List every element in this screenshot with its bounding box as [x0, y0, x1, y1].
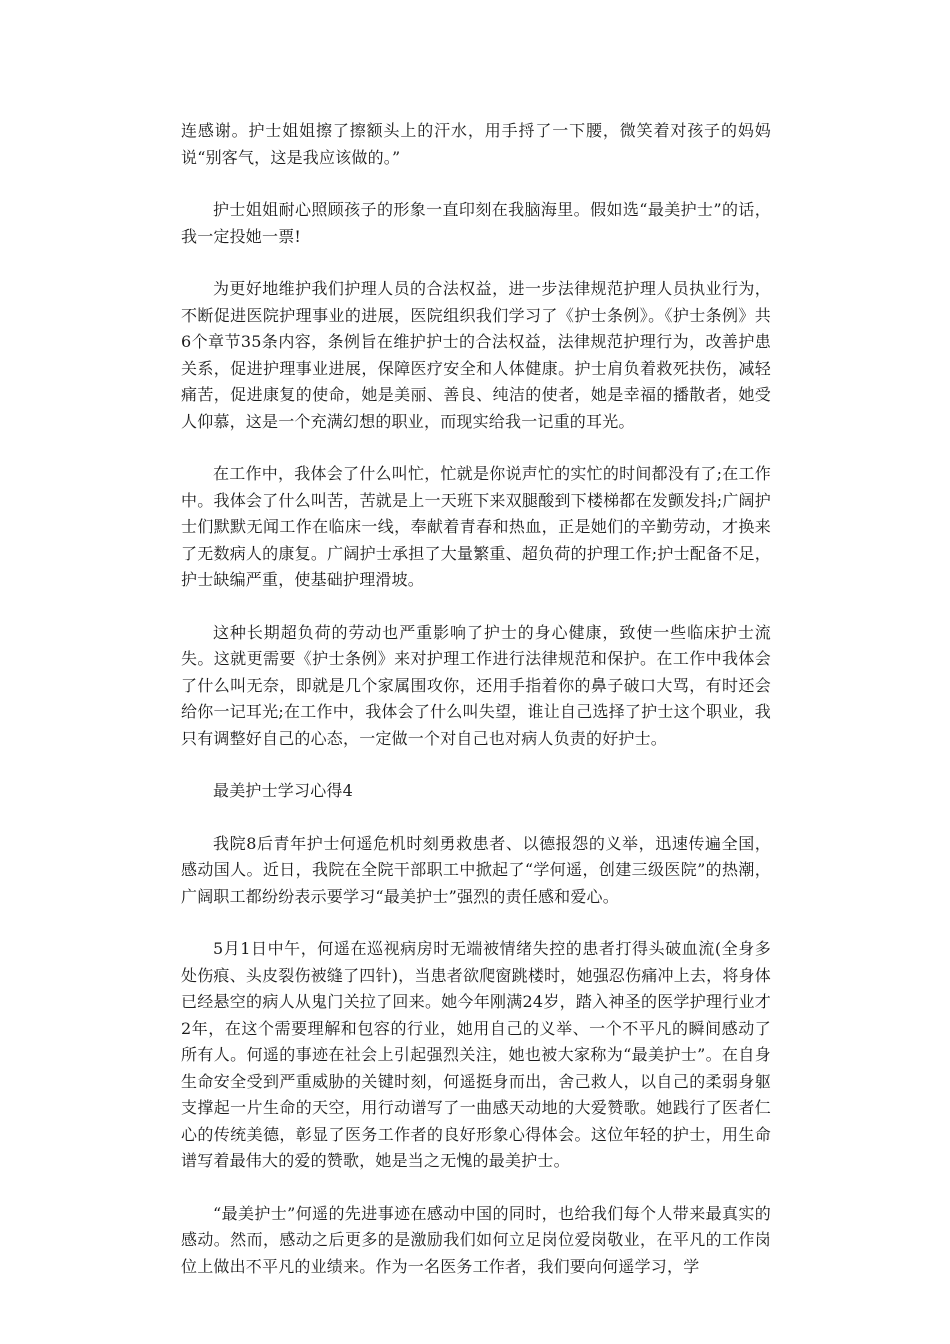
paragraph-2: 护士姐姐耐心照顾孩子的形象一直印刻在我脑海里。假如选“最美护士”的话，我一定投她一票! — [181, 200, 771, 246]
document-body — [181, 118, 771, 1306]
paragraph-1: 连感谢。护士姐姐擦了擦额头上的汗水，用手捋了一下腰，微笑着对孩子的妈妈说“别客气，这是我应该做的。” — [181, 121, 771, 167]
paragraph-5: 这种长期超负荷的劳动也严重影响了护士的身心健康，致使一些临床护士流失。这就更需要《护士条例》来对护理工作进行法律规范和保护。在工作中我体会了什么叫无奈，即就是几个家属围攻你，还用手指着你的鼻子破口大骂，有时还会给你一记耳光;在工作中，我体会了什么叫失望，谁让自己选择了护士这个职业，我只有调整好自己的心态，一定做一个对自己也对病人负责的好护士。 — [181, 622, 771, 748]
paragraph-4: 在工作中，我体会了什么叫忙，忙就是你说声忙的实忙的时间都没有了;在工作中。我体会了什么叫苦，苦就是上一天班下来双腿酸到下楼梯都在发颤发抖;广阔护士们默默无闻工作在临床一线，奉献着青春和热血，正是她们的辛勤劳动，才换来了无数病人的康复。广阔护士承担了大量繁重、超负荷的护理工作;护士配备不足，护士缺编严重，使基础护理滑坡。 — [181, 464, 771, 589]
section-paragraph-3: “最美护士”何遥的先进事迹在感动中国的同时，也给我们每个人带来最真实的感动。然而，感动之后更多的是激励我们如何立足岗位爱岗敬业，在平凡的工作岗位上做出不平凡的业绩来。作为一名医务工作者，我们要向何遥学习，学 — [181, 1203, 771, 1276]
paragraph-3: 为更好地维护我们护理人员的合法权益，进一步法律规范护理人员执业行为，不断促进医院护理事业的进展，医院组织我们学习了《护士条例》。《护士条例》共6个章节35条内容，条例旨在维护护士的合法权益，法律规范护理行为，改善护患关系，促进护理事业进展，保障医疗安全和人体健康。护士肩负着救死扶伤，减轻痛苦，促进康复的使命，她是美丽、善良、纯洁的使者，她是幸福的播散者，她受人仰慕，这是一个充满幻想的职业，而现实给我一记重的耳光。 — [181, 279, 771, 431]
section-paragraph-2: 5月1日中午，何遥在巡视病房时无端被情绪失控的患者打得头破血流(全身多处伤痕、头皮裂伤被缝了四针)，当患者欲爬窗跳楼时，她强忍伤痛冲上去，将身体已经悬空的病人从鬼门关拉了回来。她今年刚满24岁，踏入神圣的医学护理行业才2年，在这个需要理解和包容的行业，她用自己的义举、一个不平凡的瞬间感动了所有人。何遥的事迹在社会上引起强烈关注，她也被大家称为“最美护士”。在自身生命安全受到严重威胁的关键时刻，何遥挺身而出，舍己救人，以自己的柔弱身躯支撑起一片生命的天空，用行动谱写了一曲感天动地的大爱赞歌。她践行了医者仁心的传统美德，彰显了医务工作者的良好形象心得体会。这位年轻的护士，用生命谱写着最伟大的爱的赞歌，她是当之无愧的最美护士。 — [181, 939, 771, 1170]
section-paragraph-1: 我院8后青年护士何遥危机时刻勇救患者、以德报怨的义举，迅速传遍全国，感动国人。近日，我院在全院干部职工中掀起了“学何遥，创建三级医院”的热潮，广阔职工都纷纷表示要学习“最美护士”强烈的责任感和爱心。 — [181, 833, 771, 906]
section-heading: 最美护士学习心得4 — [213, 781, 353, 800]
